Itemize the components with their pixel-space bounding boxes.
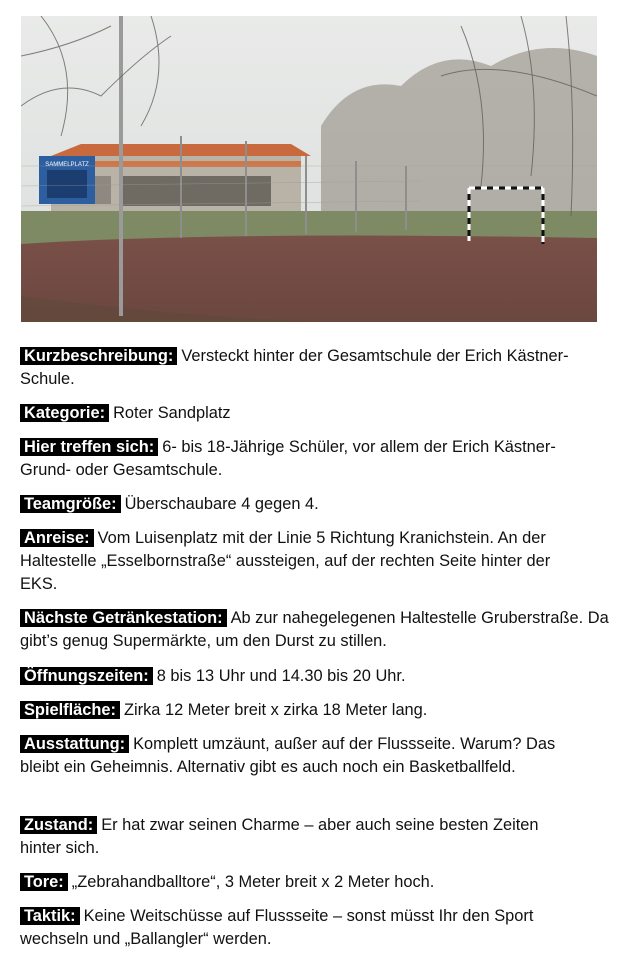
entry-text: Überschaubare 4 gegen 4. (124, 495, 319, 513)
entry-label: Zustand: (20, 816, 97, 834)
entry-text: „Zebrahandballtore“, 3 Meter breit x 2 Meter hoch. (71, 873, 435, 891)
entry-text: Ab zur nahegelegenen Haltestelle Gruberstraße. Da gibt’s genug Supermärkte, um den Durst zu stillen. (20, 609, 609, 651)
entry-text: 8 bis 13 Uhr und 14.30 bis 20 Uhr. (156, 667, 406, 685)
svg-text:SAMMELPLATZ: SAMMELPLATZ (45, 162, 89, 168)
entry-label: Kurzbeschreibung: (20, 347, 177, 365)
entry-kurzbeschreibung (20, 345, 580, 391)
entry-anreise (20, 527, 585, 597)
entry-tore (20, 871, 600, 894)
entry-text: Er hat zwar seinen Charme – aber auch seine besten Zeiten hinter sich. (20, 816, 539, 858)
entry-label: Tore: (20, 873, 68, 891)
entry-oeffnungszeiten (20, 665, 600, 688)
entry-teamgroesse (20, 493, 600, 516)
entry-text: Komplett umzäunt, außer auf der Flussseite. Warum? Das bleibt ein Geheimnis. Alternativ gibt es auch noch ein Basketballfeld. (20, 735, 556, 777)
entry-spielflaeche (20, 699, 600, 722)
sign-board (39, 156, 95, 204)
entry-label: Anreise: (20, 529, 94, 547)
photo-sports-ground (21, 16, 597, 322)
entry-label: Kategorie: (20, 404, 109, 422)
entry-label: Spielfläche: (20, 701, 120, 719)
entry-text: 6- bis 18-Jährige Schüler, vor allem der Erich Kästner-Grund- oder Gesamtschule. (20, 438, 556, 480)
entry-label: Taktik: (20, 907, 80, 925)
entry-label: Ausstattung: (20, 735, 129, 753)
entry-kategorie (20, 402, 600, 425)
photo-illustration (21, 16, 597, 322)
entry-text: Versteckt hinter der Gesamtschule der Erich Kästner-Schule. (20, 347, 569, 389)
entry-label: Öffnungszeiten: (20, 667, 153, 685)
entry-ausstattung (20, 733, 565, 779)
entry-zustand (20, 814, 575, 860)
entry-text: Keine Weitschüsse auf Flussseite – sonst müsst Ihr den Sport wechseln und „Ballangler“ werden. (20, 907, 534, 949)
entry-text: Vom Luisenplatz mit der Linie 5 Richtung Kranichstein. An der Haltestelle „Esselbornstraße“ aussteigen, auf der rechten Seite hinter der EKS. (20, 529, 551, 594)
entry-text: Zirka 12 Meter breit x zirka 18 Meter lang. (124, 701, 428, 719)
entry-label: Hier treffen sich: (20, 438, 158, 456)
entry-getraenkestation (20, 607, 615, 653)
entry-label: Nächste Getränkestation: (20, 609, 227, 627)
entry-text: Roter Sandplatz (113, 404, 231, 422)
entry-label: Teamgröße: (20, 495, 121, 513)
entry-hier-treffen-sich (20, 436, 580, 482)
entry-taktik (20, 905, 590, 951)
